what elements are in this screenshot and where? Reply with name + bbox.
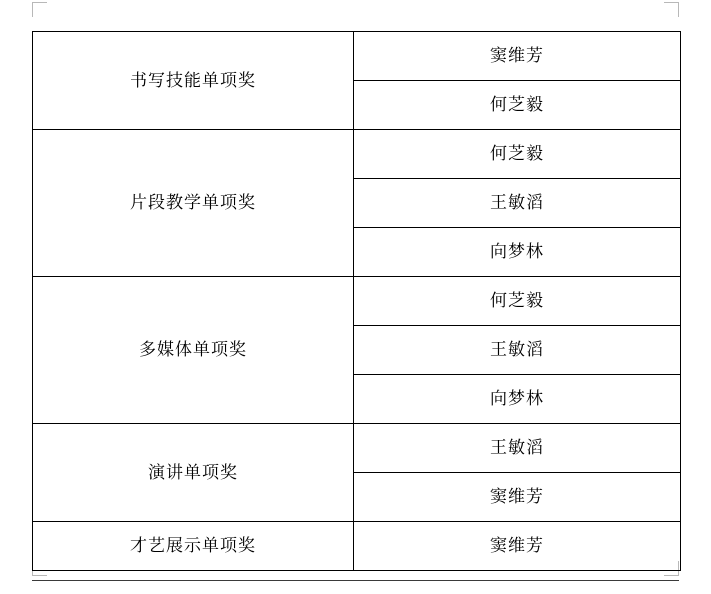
table-row (33, 32, 681, 81)
award-category-cell: 多媒体单项奖 (33, 277, 354, 424)
award-winner-cell: 王敏滔 (354, 424, 681, 473)
award-winner-cell: 向梦林 (354, 375, 681, 424)
award-winner-cell: 何芝毅 (354, 130, 681, 179)
award-category-cell: 片段教学单项奖 (33, 130, 354, 277)
award-category-cell: 书写技能单项奖 (33, 32, 354, 130)
award-winner-cell: 向梦林 (354, 228, 681, 277)
table-row (33, 130, 681, 179)
crop-mark-top-right (664, 2, 679, 17)
award-winner-cell: 窦维芳 (354, 32, 681, 81)
table-row (33, 522, 681, 571)
award-winner-cell: 窦维芳 (354, 522, 681, 571)
crop-mark-top-left (32, 2, 47, 17)
award-winner-cell: 窦维芳 (354, 473, 681, 522)
award-category-cell: 演讲单项奖 (33, 424, 354, 522)
award-winner-cell: 何芝毅 (354, 81, 681, 130)
award-table-body (33, 32, 681, 571)
award-category-cell: 才艺展示单项奖 (33, 522, 354, 571)
table-row (33, 424, 681, 473)
award-winner-cell: 王敏滔 (354, 179, 681, 228)
award-winner-cell: 王敏滔 (354, 326, 681, 375)
award-winner-cell: 何芝毅 (354, 277, 681, 326)
award-table (32, 31, 681, 571)
table-row (33, 277, 681, 326)
page-footer-rule (32, 580, 679, 581)
